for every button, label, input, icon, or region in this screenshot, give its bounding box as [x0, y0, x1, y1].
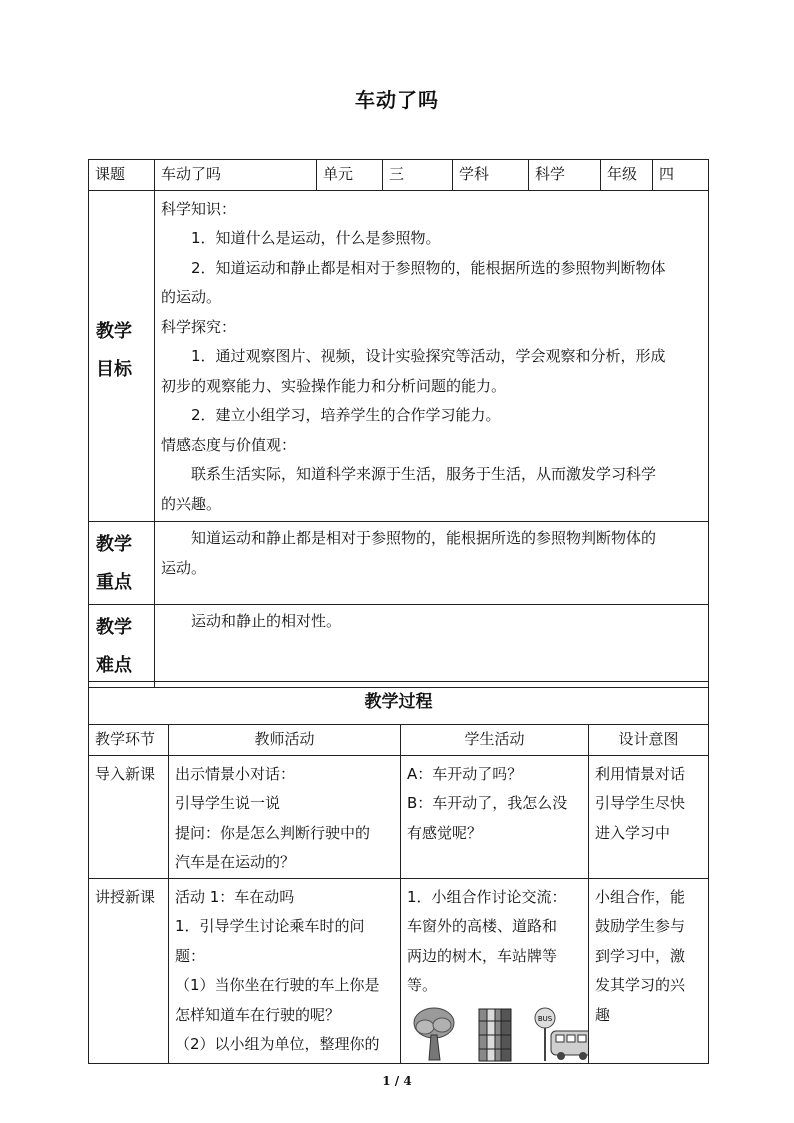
grade-value: 四 [653, 160, 709, 191]
difficulty-text: 运动和静止的相对性。 [191, 612, 342, 630]
student-line: 1．小组合作讨论交流： [407, 887, 567, 906]
intent-line: 引导学生尽快 [595, 794, 686, 812]
table-row [89, 755, 709, 878]
teacher-line: 活动 1：车在动吗 [175, 887, 295, 906]
col-stage: 教学环节 [89, 725, 169, 756]
obj-line: 的运动。 [161, 288, 222, 306]
teacher-line: 怎样知道车在行驶的呢？ [175, 1005, 341, 1024]
student-line: B：车开动了，我怎么没 [407, 794, 568, 812]
col-student: 学生活动 [401, 725, 589, 756]
difficulty-row [89, 605, 709, 688]
student-line: 有感觉呢？ [407, 823, 483, 842]
difficulty-label [89, 605, 155, 688]
label-unit: 单元 [317, 160, 383, 191]
teacher-line: （2）以小组为单位，整理你的 [175, 1035, 380, 1053]
difficulty-content [155, 605, 709, 688]
tree-icon [407, 1005, 461, 1063]
obj-line: 情感态度与价值观： [161, 435, 297, 454]
table-row [89, 878, 709, 1063]
stage-cell: 导入新课 [89, 755, 169, 878]
keypoint-label-1: 教学 [96, 534, 132, 555]
teacher-line: 题： [175, 946, 206, 965]
objectives-content [155, 190, 709, 522]
process-column-headers [89, 725, 709, 756]
label-subject: 学科 [453, 160, 529, 191]
page-title: 车动了吗 [355, 88, 439, 112]
intent-line: 小组合作，能 [595, 887, 686, 906]
obj-line: 1．知道什么是运动，什么是参照物。 [191, 229, 441, 247]
objectives-label-1: 教学 [96, 320, 132, 342]
student-line: 两边的树木，车站牌等 [407, 946, 558, 965]
intent-line: 发其学习的兴 [595, 976, 686, 994]
col-intent: 设计意图 [589, 725, 709, 756]
objectives-label [89, 190, 155, 522]
student-line: 车窗外的高楼、道路和 [407, 917, 558, 935]
obj-line: 科学知识： [161, 199, 237, 218]
label-topic: 课题 [89, 160, 155, 191]
difficulty-label-2: 难点 [96, 655, 132, 676]
bus-sign-text: BUS [537, 1014, 553, 1023]
intent-line: 利用情景对话 [595, 764, 686, 783]
obj-line: 科学探究： [161, 317, 237, 336]
difficulty-label-1: 教学 [96, 617, 132, 638]
building-icon [469, 1005, 523, 1063]
process-title-row [89, 682, 709, 725]
keypoint-line-1: 知道运动和静止都是相对于参照物的，能根据所选的参照物判断物体的 [191, 529, 657, 547]
teacher-line: 提问：你是怎么判断行驶中的 [175, 823, 371, 842]
obj-line: 联系生活实际，知道科学来源于生活，服务于生活，从而激发学习科学 [191, 465, 657, 483]
process-table [88, 681, 709, 1064]
process-title: 教学过程 [89, 682, 709, 725]
obj-line: 初步的观察能力、实验操作能力和分析问题的能力。 [161, 376, 507, 395]
teacher-line: 引导学生说一说 [175, 794, 281, 812]
intent-line: 进入学习中 [595, 823, 671, 842]
student-line: 等。 [407, 976, 438, 994]
objectives-label-2: 目标 [96, 358, 132, 380]
stage-cell: 讲授新课 [89, 878, 169, 1063]
illustrations [407, 1005, 588, 1063]
header-row [89, 160, 709, 191]
teacher-cell [169, 755, 401, 878]
unit-value: 三 [383, 160, 453, 191]
obj-line: 2．知道运动和静止都是相对于参照物的，能根据所选的参照物判断物体 [191, 258, 666, 277]
objectives-row [89, 190, 709, 522]
bus-stop-icon [531, 1005, 585, 1063]
keypoint-row [89, 522, 709, 605]
teacher-line: 汽车是在运动的？ [175, 853, 296, 871]
intent-line: 到学习中，激 [595, 946, 686, 965]
intent-line: 鼓励学生参与 [595, 917, 686, 935]
obj-line: 1．通过观察图片、视频，设计实验探究等活动，学会观察和分析，形成 [191, 347, 666, 365]
teacher-line: 1．引导学生讨论乘车时的问 [175, 917, 365, 935]
teacher-line: （1）当你坐在行驶的车上你是 [175, 976, 380, 994]
student-cell [401, 755, 589, 878]
obj-line: 的兴趣。 [161, 494, 222, 513]
label-grade: 年级 [601, 160, 653, 191]
intent-line: 趣 [595, 1005, 611, 1024]
keypoint-label-2: 重点 [96, 572, 132, 593]
teacher-line: 出示情景小对话： [175, 764, 296, 783]
student-line: A：车开动了吗？ [407, 764, 523, 783]
keypoint-line-2: 运动。 [161, 558, 207, 577]
intent-cell [589, 878, 709, 1063]
lesson-info-table [88, 159, 709, 688]
page-number: 1 / 4 [382, 1074, 412, 1088]
topic-value: 车动了吗 [155, 160, 317, 191]
keypoint-label [89, 522, 155, 605]
col-teacher: 教师活动 [169, 725, 401, 756]
student-cell [401, 878, 589, 1063]
obj-line: 2．建立小组学习，培养学生的合作学习能力。 [191, 406, 501, 424]
teacher-cell [169, 878, 401, 1063]
subject-value: 科学 [529, 160, 601, 191]
intent-cell [589, 755, 709, 878]
keypoint-content [155, 522, 709, 605]
